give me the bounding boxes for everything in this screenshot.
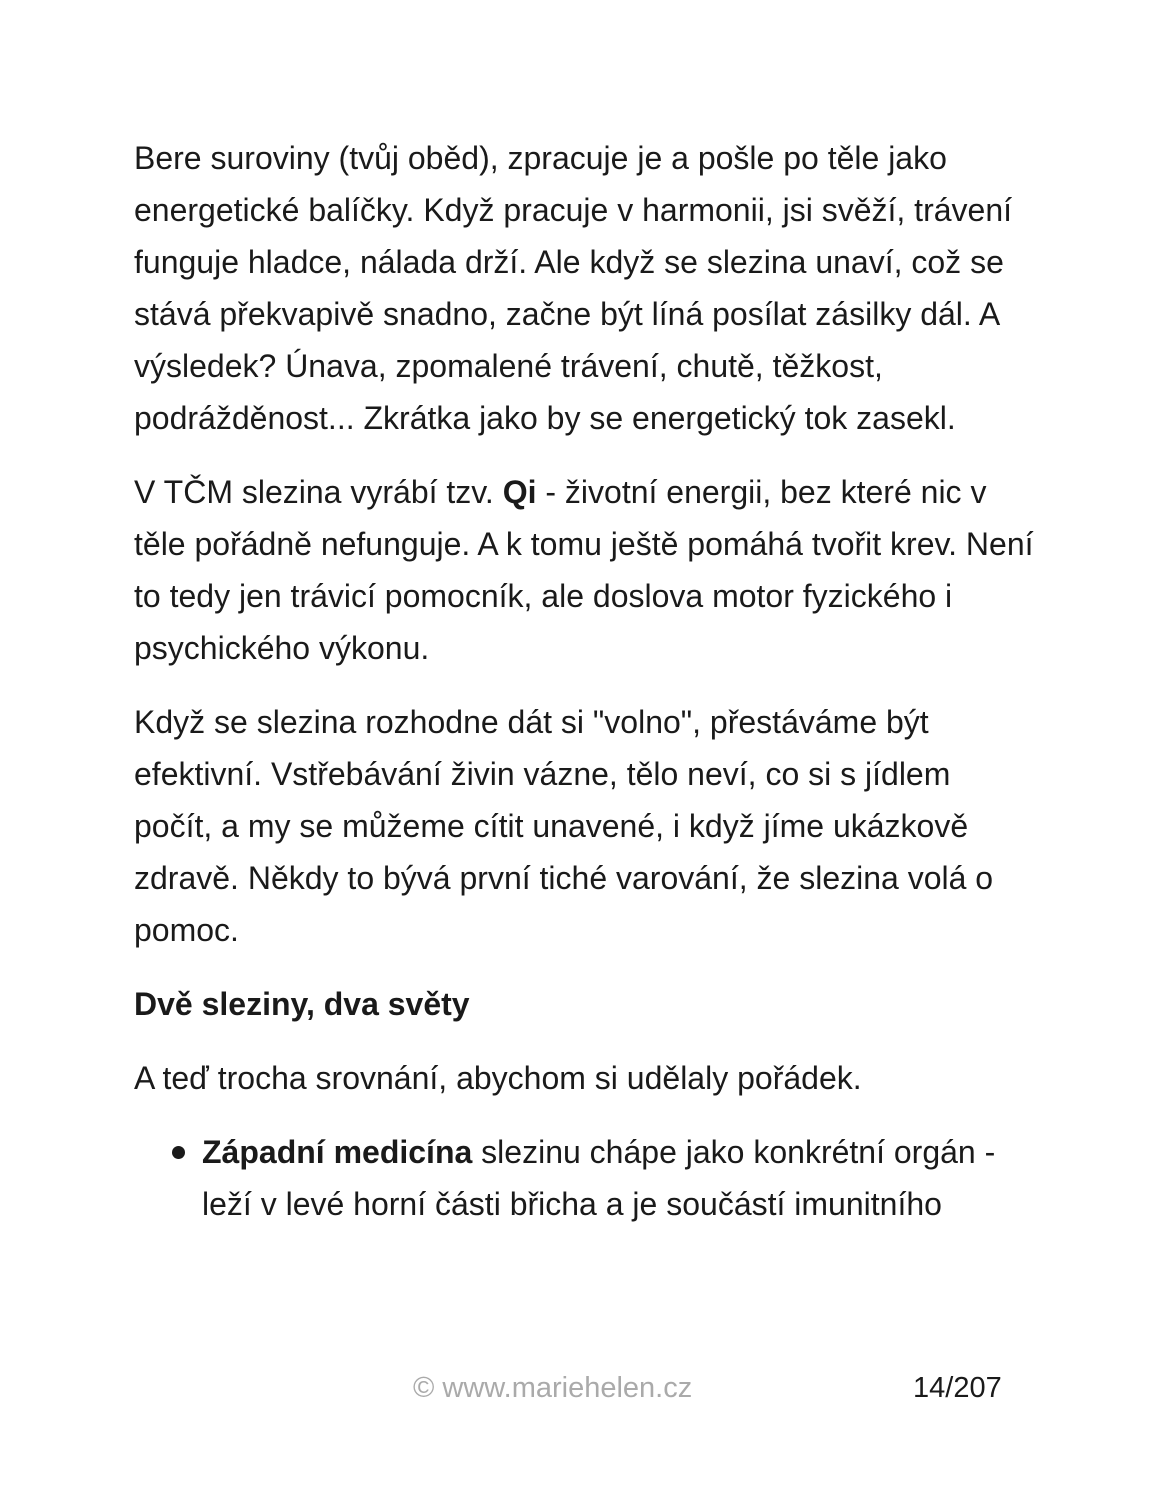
- paragraph-qi-text-end: - životní energii, bez které nic v těle pořádně nefunguje. A k tomu ještě pomáhá tvořit krev. Není to tedy jen trávicí pomocník, ale doslova motor fyzického i psychického výkonu.: [134, 474, 1034, 666]
- paragraph-qi: [134, 466, 1034, 674]
- paragraph-spleen-function: Bere suroviny (tvůj oběd), zpracuje je a pošle po těle jako energetické balíčky. Když pracuje v harmonii, jsi svěží, trávení funguje hladce, nálada drží. Ale když se slezina unaví, což se stává překvapivě snadno, začne být líná posílat zásilky dál. A výsledek? Únava, zpomalené trávení, chutě, těžkost, podrážděnost... Zkrátka jako by se energetický tok zasekl.: [134, 140, 1012, 436]
- footer-copyright: © www.mariehelen.cz: [413, 1372, 693, 1404]
- qi-term: Qi: [502, 474, 537, 510]
- bullet-icon: [172, 1146, 185, 1159]
- section-intro: A teď trocha srovnání, abychom si udělaly pořádek.: [134, 1060, 862, 1096]
- paragraph-spleen-rest: Když se slezina rozhodne dát si "volno", přestáváme být efektivní. Vstřebávání živin vázne, tělo neví, co si s jídlem počít, a my se můžeme cítit unavené, i když jíme ukázkově zdravě. Někdy to bývá první tiché varování, že slezina volá o pomoc.: [134, 704, 994, 948]
- page-number: 14/207: [913, 1372, 1002, 1404]
- list-item-text: slezinu chápe jako konkrétní orgán - leží v levé horní části břicha a je součástí imunitního: [202, 1134, 996, 1222]
- section-heading: Dvě sleziny, dva světy: [134, 986, 470, 1022]
- list-item: [134, 1126, 1034, 1230]
- paragraph-qi-text-start: V TČM slezina vyrábí tzv.: [134, 474, 503, 510]
- page-body: [134, 132, 1034, 1230]
- list-item-term: Západní medicína: [202, 1134, 473, 1170]
- comparison-list: [134, 1126, 1034, 1230]
